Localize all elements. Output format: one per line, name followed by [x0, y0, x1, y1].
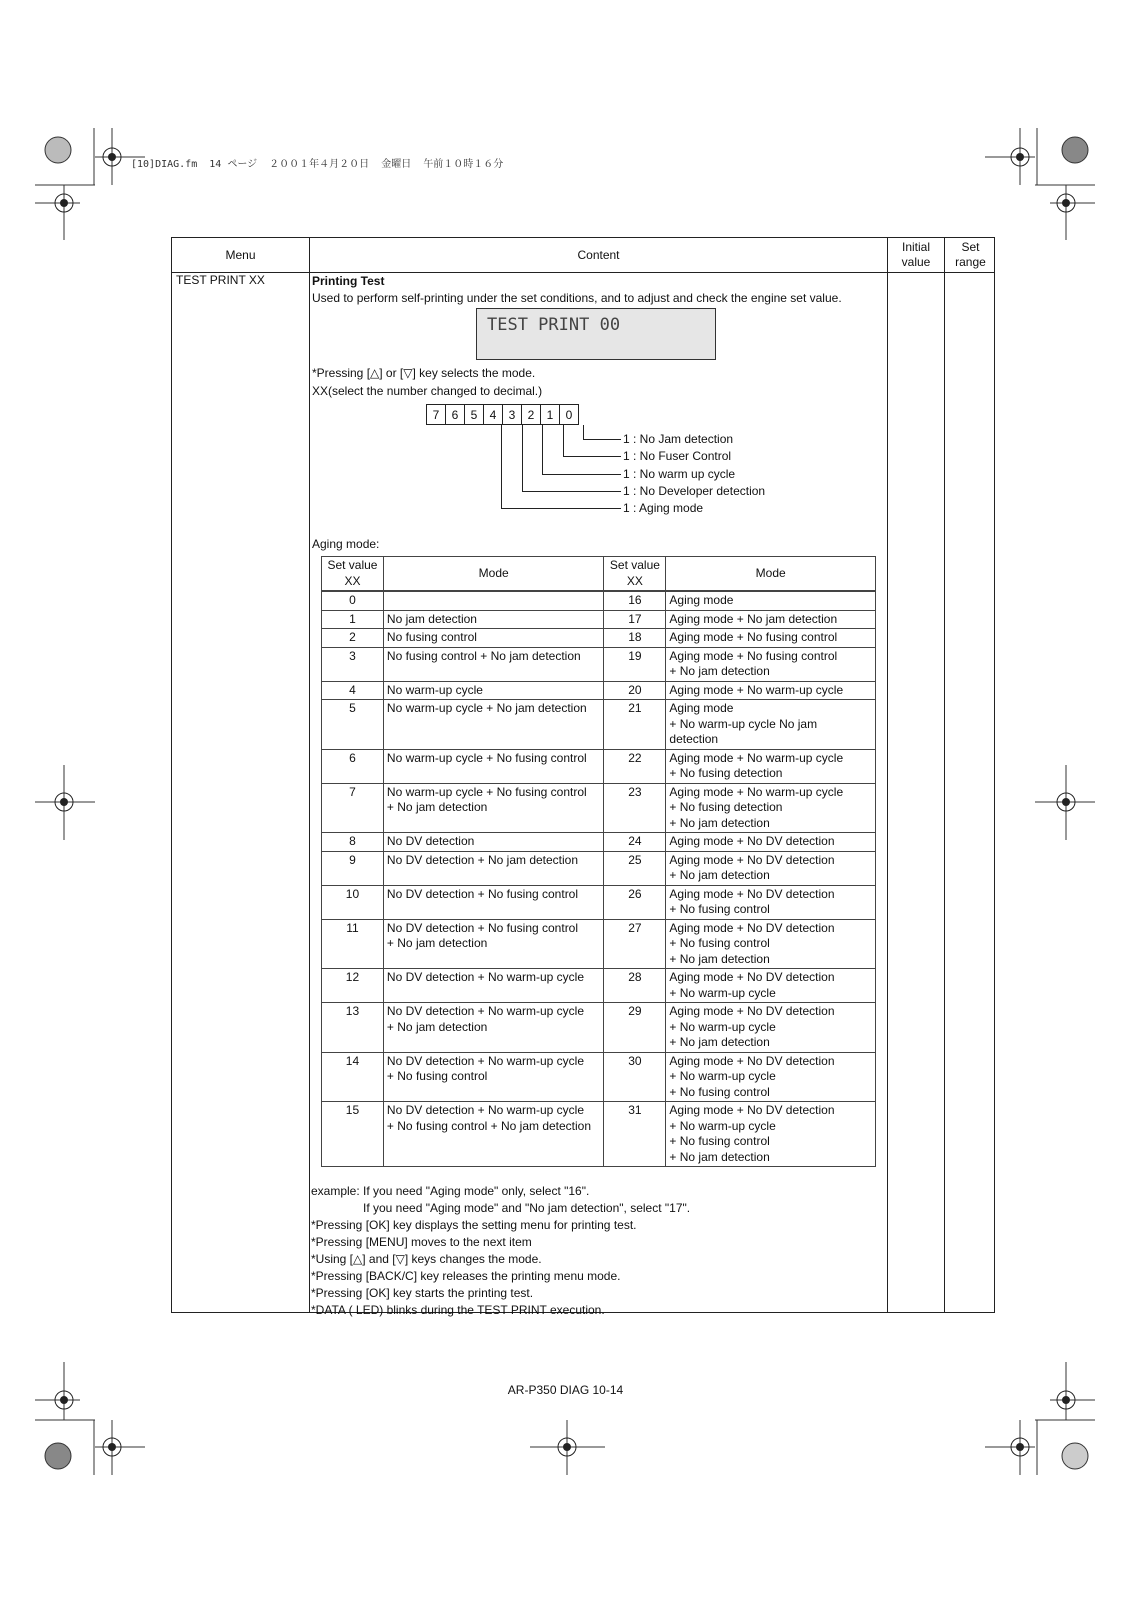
note-line: example: If you need "Aging mode" only, select "16".	[311, 1184, 590, 1198]
mode-cell: No warm-up cycle + No fusing control + No jam detection	[383, 783, 604, 833]
table-row	[322, 1102, 876, 1167]
mode-cell: No DV detection + No fusing control + No jam detection	[383, 919, 604, 969]
bit-cell: 5	[464, 404, 484, 425]
bit-cell: 3	[502, 404, 522, 425]
table-row	[322, 783, 876, 833]
table-row	[322, 1052, 876, 1102]
header-mode: Mode	[383, 557, 604, 592]
bit-cell: 7	[426, 404, 446, 425]
set-value-cell: 14	[322, 1052, 384, 1102]
table-row	[322, 591, 876, 610]
mode-cell: No DV detection + No fusing control	[383, 885, 604, 919]
set-value-cell: 17	[604, 610, 666, 629]
set-value-cell: 1	[322, 610, 384, 629]
set-value-cell: 7	[322, 783, 384, 833]
set-value-cell: 16	[604, 591, 666, 610]
bit-label: 1 : Aging mode	[623, 501, 704, 515]
mode-cell: No DV detection + No jam detection	[383, 851, 604, 885]
section-title: Printing Test	[312, 274, 385, 288]
mode-cell: No fusing control + No jam detection	[383, 647, 604, 681]
page-footer: AR-P350 DIAG 10-14	[507, 1383, 624, 1397]
set-value-cell: 9	[322, 851, 384, 885]
notes-block	[311, 1183, 690, 1319]
table-row	[322, 919, 876, 969]
set-value-cell: 25	[604, 851, 666, 885]
mode-cell: No DV detection + No warm-up cycle + No fusing control	[383, 1052, 604, 1102]
table-row	[322, 851, 876, 885]
mode-cell: No DV detection + No warm-up cycle + No jam detection	[383, 1003, 604, 1053]
mode-cell: Aging mode + No DV detection + No warm-up cycle + No fusing control	[666, 1052, 876, 1102]
table-row	[322, 647, 876, 681]
set-value-cell: 6	[322, 749, 384, 783]
set-value-cell: 19	[604, 647, 666, 681]
table-row	[322, 681, 876, 700]
set-value-cell: 20	[604, 681, 666, 700]
set-value-cell: 29	[604, 1003, 666, 1053]
set-value-cell: 31	[604, 1102, 666, 1167]
table-row	[322, 610, 876, 629]
mode-cell: No warm-up cycle + No jam detection	[383, 700, 604, 750]
table-row	[322, 969, 876, 1003]
mode-cell: No fusing control	[383, 629, 604, 648]
col-header-initial-value: Initial value	[901, 240, 931, 269]
aging-mode-label: Aging mode:	[312, 537, 380, 551]
bit-register	[426, 404, 579, 425]
note-mode-select: *Pressing [△] or [▽] key selects the mode.	[312, 366, 536, 380]
column-divider	[944, 238, 945, 1312]
header-set-value: Set value XX	[322, 557, 384, 592]
table-row	[322, 700, 876, 750]
mode-cell: Aging mode + No fusing control + No jam detection	[666, 647, 876, 681]
set-value-cell: 22	[604, 749, 666, 783]
mode-cell: No DV detection + No warm-up cycle + No fusing control + No jam detection	[383, 1102, 604, 1167]
bit-cell: 1	[540, 404, 560, 425]
set-value-cell: 12	[322, 969, 384, 1003]
note-line: *Pressing [OK] key displays the setting menu for printing test.	[311, 1218, 637, 1232]
note-xx: XX(select the number changed to decimal.)	[312, 384, 543, 398]
file-header-line: [10]DIAG.fm 14 ページ ２００１年４月２０日 金曜日 午前１０時１６分	[131, 159, 504, 170]
menu-item-test-print: TEST PRINT XX	[176, 273, 265, 287]
mode-cell	[383, 591, 604, 610]
mode-cell: Aging mode + No DV detection + No fusing control + No jam detection	[666, 919, 876, 969]
set-value-cell: 4	[322, 681, 384, 700]
mode-cell: No jam detection	[383, 610, 604, 629]
set-value-cell: 18	[604, 629, 666, 648]
lcd-display: TEST PRINT 00	[476, 308, 716, 360]
set-value-cell: 23	[604, 783, 666, 833]
aging-table-header	[322, 557, 876, 592]
bit-cell: 4	[483, 404, 503, 425]
col-header-menu: Menu	[225, 247, 256, 262]
mode-cell: Aging mode + No jam detection	[666, 610, 876, 629]
mode-cell: No DV detection + No warm-up cycle	[383, 969, 604, 1003]
set-value-cell: 8	[322, 833, 384, 852]
mode-cell: Aging mode + No DV detection + No jam detection	[666, 851, 876, 885]
mode-cell: Aging mode + No warm-up cycle	[666, 681, 876, 700]
mode-cell: Aging mode	[666, 591, 876, 610]
note-line: *Pressing [MENU] moves to the next item	[311, 1235, 532, 1249]
header-set-value: Set value XX	[604, 557, 666, 592]
table-row	[322, 749, 876, 783]
col-header-set-range: Set range	[955, 240, 986, 269]
set-value-cell: 13	[322, 1003, 384, 1053]
set-value-cell: 30	[604, 1052, 666, 1102]
mode-cell: Aging mode + No warm-up cycle + No fusing detection	[666, 749, 876, 783]
mode-cell: No warm-up cycle	[383, 681, 604, 700]
note-line: *Pressing [OK] key starts the printing test.	[311, 1286, 534, 1300]
set-value-cell: 3	[322, 647, 384, 681]
col-header-content: Content	[577, 247, 620, 262]
note-line: If you need "Aging mode" and "No jam detection", select "17".	[363, 1201, 691, 1215]
bit-cell: 0	[559, 404, 579, 425]
mode-cell: No DV detection	[383, 833, 604, 852]
bit-label: 1 : No warm up cycle	[623, 467, 736, 481]
set-value-cell: 0	[322, 591, 384, 610]
set-value-cell: 24	[604, 833, 666, 852]
bit-label: 1 : No Developer detection	[623, 484, 766, 498]
table-row	[322, 629, 876, 648]
aging-table-body	[322, 591, 876, 1167]
mode-cell: Aging mode + No warm-up cycle No jam detection	[666, 700, 876, 750]
set-value-cell: 27	[604, 919, 666, 969]
mode-cell: Aging mode + No DV detection + No warm-up cycle + No jam detection	[666, 1003, 876, 1053]
bit-cell: 6	[445, 404, 465, 425]
mode-cell: Aging mode + No DV detection	[666, 833, 876, 852]
content-cell	[312, 273, 882, 307]
set-value-cell: 26	[604, 885, 666, 919]
aging-mode-table	[321, 556, 876, 1167]
set-value-cell: 2	[322, 629, 384, 648]
set-value-cell: 15	[322, 1102, 384, 1167]
bit-cell: 2	[521, 404, 541, 425]
mode-cell: Aging mode + No fusing control	[666, 629, 876, 648]
section-description: Used to perform self-printing under the set conditions, and to adjust and check the engine set value.	[312, 291, 842, 305]
set-value-cell: 28	[604, 969, 666, 1003]
set-value-cell: 5	[322, 700, 384, 750]
mode-cell: No warm-up cycle + No fusing control	[383, 749, 604, 783]
bit-label: 1 : No Fuser Control	[623, 449, 732, 463]
mode-cell: Aging mode + No warm-up cycle + No fusing detection + No jam detection	[666, 783, 876, 833]
note-line: *DATA ( LED) blinks during the TEST PRINT execution.	[311, 1303, 605, 1317]
bit-leader-line	[501, 425, 621, 509]
table-row	[322, 885, 876, 919]
table-row	[322, 833, 876, 852]
note-line: *Pressing [BACK/C] key releases the printing menu mode.	[311, 1269, 621, 1283]
mode-cell: Aging mode + No DV detection + No warm-up cycle + No fusing control + No jam detection	[666, 1102, 876, 1167]
set-value-cell: 21	[604, 700, 666, 750]
mode-cell: Aging mode + No DV detection + No warm-up cycle	[666, 969, 876, 1003]
set-value-cell: 10	[322, 885, 384, 919]
mode-cell: Aging mode + No DV detection + No fusing control	[666, 885, 876, 919]
header-mode: Mode	[666, 557, 876, 592]
column-divider	[887, 238, 888, 1312]
table-row	[322, 1003, 876, 1053]
column-divider	[309, 238, 310, 1312]
note-line: *Using [△] and [▽] keys changes the mode.	[311, 1252, 542, 1266]
bit-label: 1 : No Jam detection	[623, 432, 734, 446]
set-value-cell: 11	[322, 919, 384, 969]
